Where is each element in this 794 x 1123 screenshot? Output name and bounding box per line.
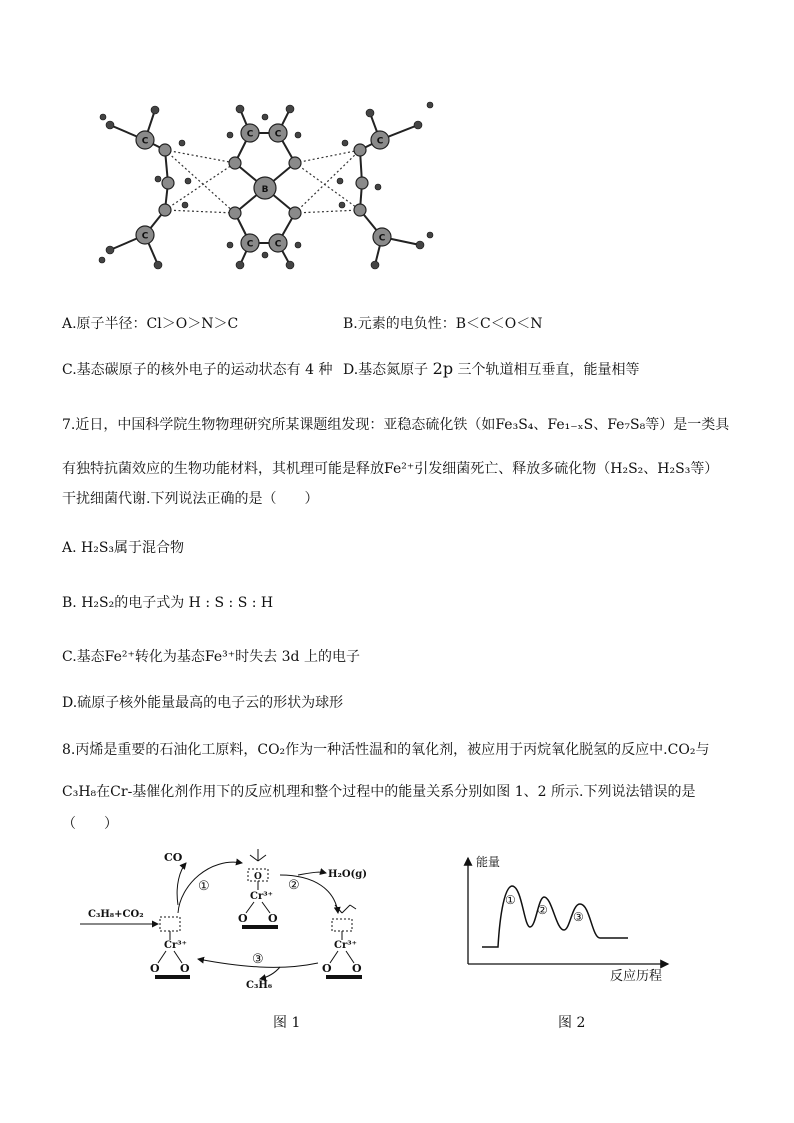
step2-label: ②: [288, 878, 300, 893]
svg-text:C: C: [246, 239, 254, 250]
carbon-atom: [269, 234, 287, 252]
peak2-label: ②: [537, 903, 548, 917]
co-label: CO: [164, 851, 183, 864]
q8-stem-line-2: C₃H₈在Cr-基催化剂作用下的反应机理和整个过程中的能量关系分别如图 1、2 所示.下列说法错误的是: [62, 784, 696, 800]
svg-text:C: C: [141, 231, 149, 242]
svg-text:Cr³⁺: Cr³⁺: [250, 891, 273, 902]
energy-profile-figure: [460, 852, 700, 982]
svg-text:C: C: [141, 136, 149, 147]
catalyst-site-left: [150, 917, 190, 977]
q6-option-c: C.基态碳原子的核外电子的运动状态有 4 种: [62, 362, 333, 378]
q6-option-b: B.元素的电负性：B＜C＜O＜N: [343, 316, 543, 332]
reaction-mechanism-figure: [80, 845, 410, 995]
svg-text:O: O: [254, 872, 262, 882]
step3-label: ③: [252, 952, 264, 967]
q7-option-a: A. H₂S₃属于混合物: [62, 540, 185, 556]
c3h6-label: C₃H₆: [246, 980, 273, 991]
svg-text:O: O: [268, 912, 278, 925]
q7-option-c: C.基态Fe²⁺转化为基态Fe³⁺时失去 3d 上的电子: [62, 649, 360, 665]
x-axis-label: 反应历程: [610, 969, 663, 984]
c3h6-release-arrow: [260, 967, 280, 979]
svg-text:O: O: [322, 962, 332, 975]
svg-text:C: C: [274, 239, 282, 250]
carbon-atom: [136, 131, 154, 149]
q7-option-b: B. H₂S₂的电子式为 H : S : S : H: [62, 595, 274, 611]
catalyst-site-right: [322, 905, 362, 977]
svg-text:B: B: [261, 185, 269, 195]
q8-stem-line-3: （ ）: [62, 816, 118, 832]
svg-text:C: C: [274, 129, 282, 140]
q6-option-d: D.基态氮原子 2p 三个轨道相互垂直，能量相等: [343, 359, 640, 378]
energy-curve: [482, 886, 628, 947]
carbon-atom: [136, 226, 154, 244]
carbon-atom: [371, 131, 389, 149]
carbon-atom: [241, 124, 259, 142]
q6-option-a: A.原子半径：Cl＞O＞N＞C: [62, 316, 239, 332]
carbon-atom: [241, 234, 259, 252]
catalyst-site-top: [238, 849, 278, 927]
svg-text:C: C: [246, 129, 254, 140]
h2o-label: H₂O(g): [328, 869, 367, 880]
peak3-label: ③: [573, 910, 584, 924]
carbon-atom: [269, 124, 287, 142]
carbon-atom: [373, 228, 391, 246]
svg-text:O: O: [238, 912, 248, 925]
svg-text:Cr³⁺: Cr³⁺: [164, 940, 187, 951]
q8-stem-line-1: 8.丙烯是重要的石油化工原料，CO₂作为一种活性温和的氧化剂，被应用于丙烷氧化脱氢的反应中.CO₂与: [62, 742, 710, 758]
reactants-label: C₃H₈+CO₂: [88, 909, 144, 920]
svg-text:C: C: [378, 233, 386, 244]
svg-text:O: O: [150, 962, 160, 975]
h2o-release-arrow: [298, 872, 326, 875]
molecular-structure-figure: [90, 95, 450, 280]
step1-label: ①: [198, 879, 210, 894]
boron-atom: [254, 177, 276, 199]
y-axis-label: 能量: [476, 855, 501, 869]
q7-stem-line-3: 干扰细菌代谢.下列说法正确的是（ ）: [62, 491, 319, 507]
peak1-label: ①: [505, 893, 516, 907]
svg-text:Cr³⁺: Cr³⁺: [334, 940, 357, 951]
q7-stem-line-1: 7.近日，中国科学院生物物理研究所某课题组发现：亚稳态硫化铁（如Fe₃S₄、Fe₁₋ₓS、Fe₇S₈等）是一类具: [62, 417, 730, 433]
svg-text:O: O: [352, 962, 362, 975]
figure1-caption: 图 1: [273, 1015, 301, 1031]
q7-stem-line-2: 有独特抗菌效应的生物功能材料，其机理可能是释放Fe²⁺引发细菌死亡、释放多硫化物（H₂S₂、H₂S₃等）: [62, 461, 719, 477]
svg-text:C: C: [376, 136, 384, 147]
step1-arrow: [178, 862, 242, 913]
figure2-caption: 图 2: [558, 1015, 586, 1031]
svg-text:O: O: [180, 962, 190, 975]
q7-option-d: D.硫原子核外能量最高的电子云的形状为球形: [62, 695, 344, 711]
